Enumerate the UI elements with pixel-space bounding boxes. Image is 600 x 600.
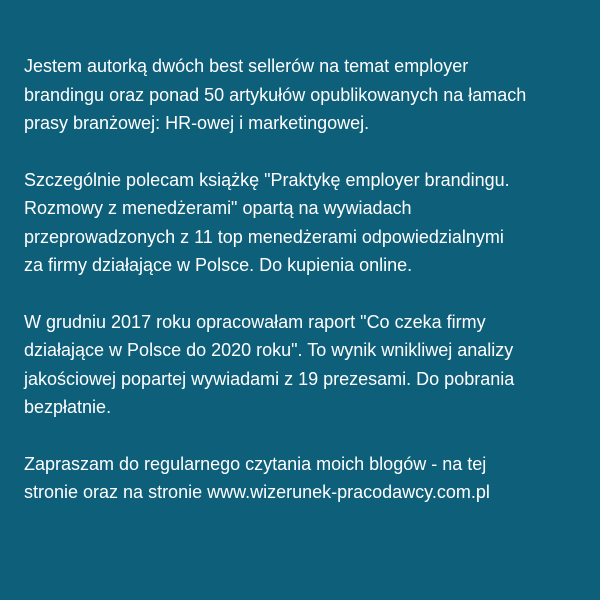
text-line: bezpłatnie.: [24, 397, 112, 417]
text-line: jakościowej popartej wywiadami z 19 prezesami. Do pobrania: [24, 368, 515, 389]
text-line: Jestem autorką dwóch best sellerów na temat employer: [24, 56, 469, 76]
text-line: działające w Polsce do 2020 roku". To wynik wnikliwej analizy: [24, 340, 514, 360]
text-line: Szczególnie polecam książkę "Praktykę employer brandingu.: [24, 169, 510, 190]
text-line: W grudniu 2017 roku opracowałam raport "Co czeka firmy: [24, 311, 486, 332]
paragraph-blog-invitation: [24, 450, 580, 507]
text-line: Zapraszam do regularnego czytania moich blogów - na tej: [24, 453, 487, 474]
text-line: za firmy działające w Polsce. Do kupienia online.: [24, 255, 413, 275]
text-line: przeprowadzonych z 11 top menedżerami odpowiedzialnymi: [24, 226, 504, 247]
paragraph-report: [24, 308, 580, 422]
paragraph-author-intro: [24, 52, 580, 138]
text-line: Rozmowy z menedżerami" opartą na wywiadach: [24, 198, 412, 218]
text-line: prasy branżowej: HR-owej i marketingowej.: [24, 113, 370, 133]
paragraph-book-recommendation: [24, 166, 580, 280]
text-line: stronie oraz na stronie www.wizerunek-pracodawcy.com.pl: [24, 482, 490, 502]
text-line: brandingu oraz ponad 50 artykułów opublikowanych na łamach: [24, 84, 527, 105]
